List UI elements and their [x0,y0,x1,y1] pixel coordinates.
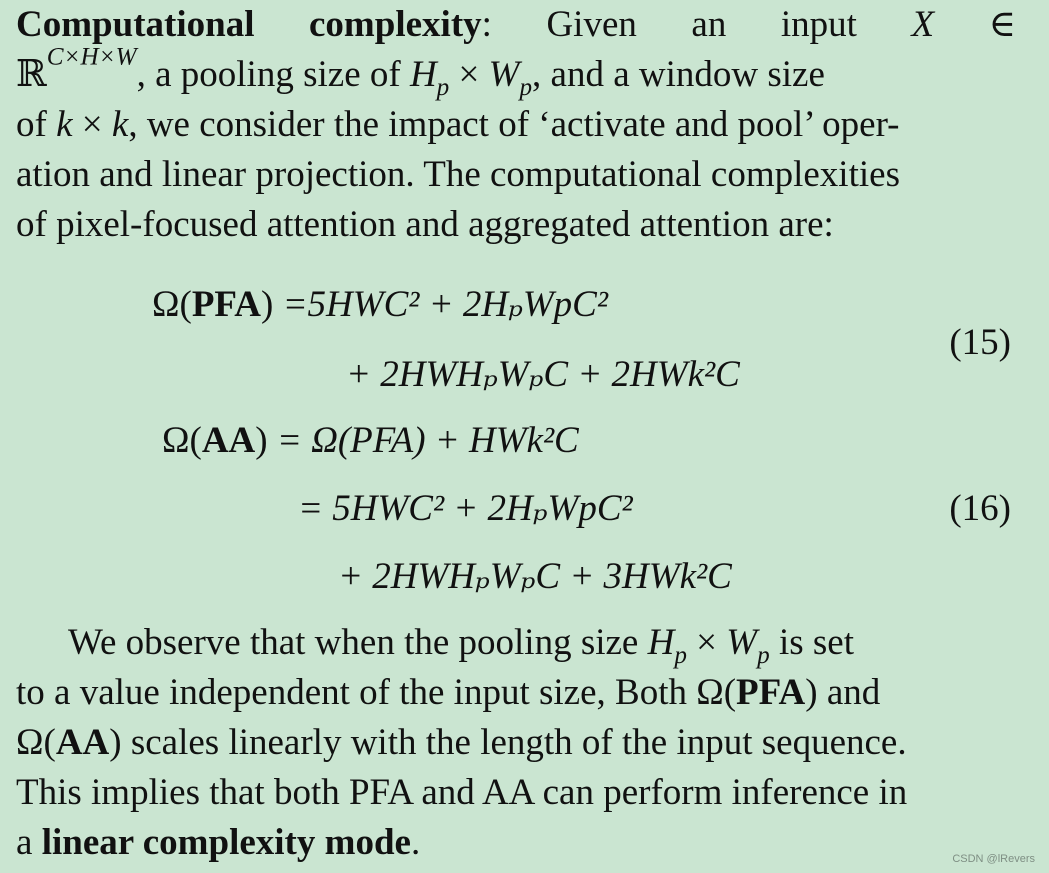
para1-line5: of pixel-focused attention and aggregated attention are: [16,204,834,245]
para2-line1: We observe that when the pooling size $H_p \times W_p$ is set [68,622,854,669]
para2-line3: Ω(AA) scales linearly with the length of the input sequence. [16,722,907,763]
equation-16-line3: + 2HWHₚWₚC + 3HWk²C [338,556,732,597]
paragraph-observation [16,618,1016,868]
watermark: CSDN @lRevers [952,853,1035,865]
paragraph-complexity-intro [16,0,1016,250]
linear-complexity-mode-bold: linear complexity mode [41,822,411,863]
equation-number-15: (15) [949,322,1011,363]
para2-line5: a linear complexity mode. [16,822,421,863]
para2-line4: This implies that both PFA and AA can perform inference in [16,772,908,813]
equation-number-16: (16) [949,488,1011,529]
equation-16-line2: = 5HWC² + 2HₚWpC² [298,488,633,529]
para1-line2: ℝ$^{C\times H\times W}$, a pooling size of $H_p \times W_p$, and a window size [16,43,825,101]
heading-computational-complexity: Computational complexity [16,4,482,45]
para2-line2: to a value independent of the input size, Both Ω(PFA) and [16,672,881,713]
para1-line3: of k × k, we consider the impact of ‘activate and pool’ oper- [16,104,900,145]
equation-15-line1: Ω(PFA) =5HWC² + 2HₚWpC² [152,284,608,325]
para1-line1: Computational complexity: Given an input X ∈ [16,4,1017,45]
para1-line4: ation and linear projection. The computational complexities [16,154,900,195]
equation-16-line1: Ω(AA) = Ω(PFA) + HWk²C [162,420,579,461]
equation-15-line2: + 2HWHₚWₚC + 2HWk²C [346,354,740,395]
